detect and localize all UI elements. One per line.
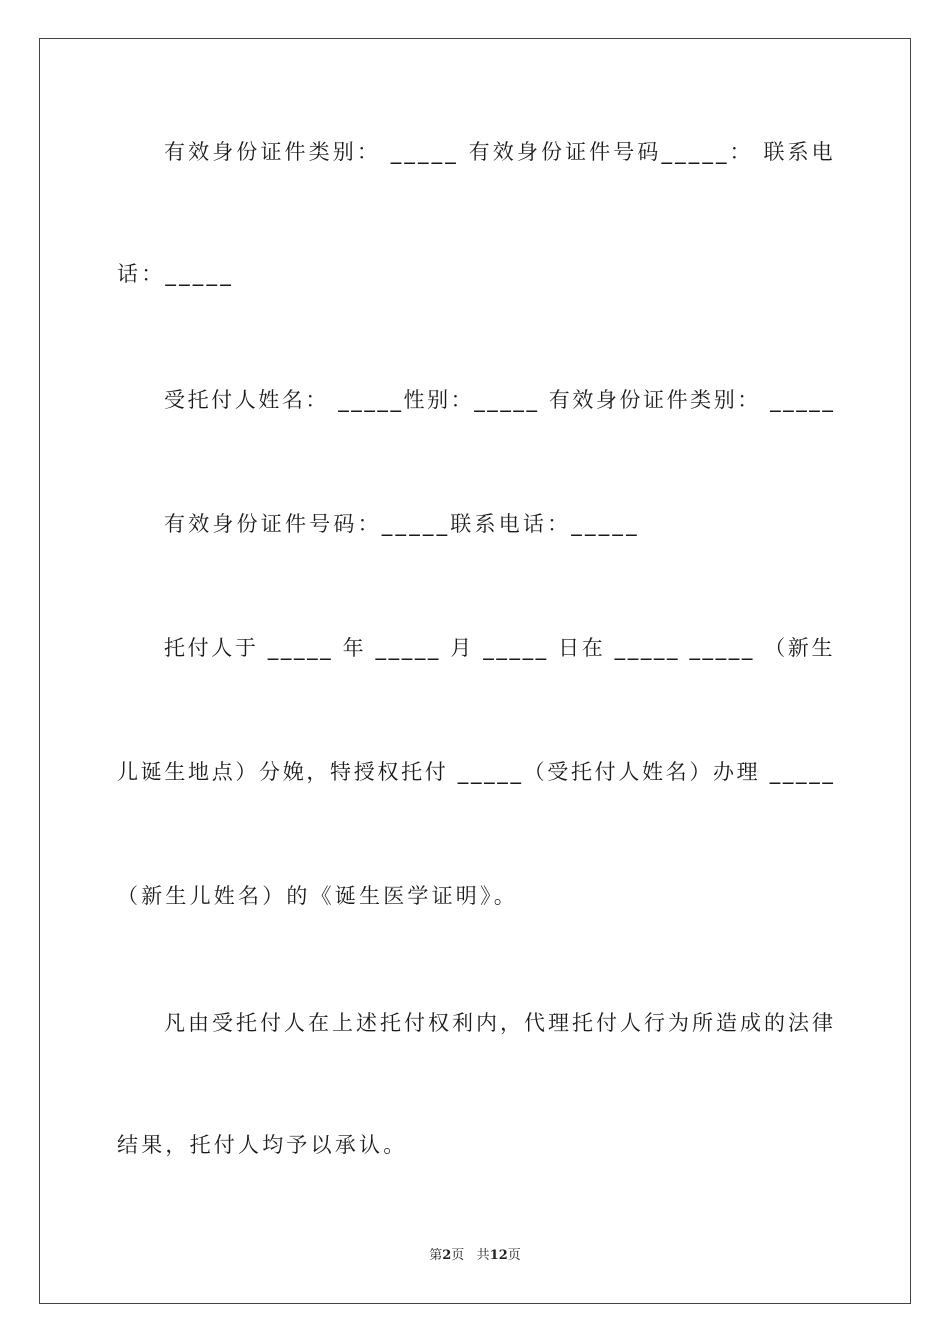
- page-border: [39, 38, 911, 1304]
- total-pages: 12: [489, 1248, 508, 1263]
- paragraph-line-3: 受 托 付 人 姓 名 ： _ _ _ _ _ 性 别 ： _ _ _ _ _ 有 效 身 份 证 件 类 别 ： _ _ _ _ _: [164, 388, 833, 412]
- paragraph-line-2: 话：_____: [117, 262, 234, 286]
- paragraph-line-1: 有 效 身 份 证 件 类 别 ： _ _ _ _ _ 有 效 身 份 证 件 号 码 _ _ _ _ _ ： 联 系 电: [164, 140, 833, 164]
- page-prefix: 第: [429, 1248, 443, 1263]
- total-prefix: 共: [476, 1248, 490, 1263]
- page-suffix: 页: [451, 1248, 465, 1263]
- total-suffix: 页: [507, 1248, 521, 1263]
- page-footer: [0, 1247, 950, 1265]
- paragraph-line-7: （新生儿姓名）的《诞生医学证明》。: [117, 884, 518, 908]
- paragraph-line-4: 有效身份证件号码：_____联系电话：_____: [164, 512, 640, 536]
- paragraph-line-6: 儿 诞 生 地 点 ） 分 娩 ， 特 授 权 托 付 _ _ _ _ _ （ 受 托 付 人 姓 名 ） 办 理 _ _ _ _ _: [117, 760, 833, 784]
- paragraph-line-5: 托 付 人 于 _ _ _ _ _ 年 _ _ _ _ _ 月 _ _ _ _ _ 日 在 _ _ _ _ _ _ _ _ _ _ （ 新 生: [164, 636, 833, 660]
- paragraph-line-8: 凡 由 受 托 付 人 在 上 述 托 付 权 利 内 ， 代 理 托 付 人 行 为 所 造 成 的 法 律: [164, 1011, 833, 1035]
- paragraph-line-9: 结果，托付人均予以承认。: [117, 1133, 408, 1157]
- page-number: 2: [442, 1248, 452, 1263]
